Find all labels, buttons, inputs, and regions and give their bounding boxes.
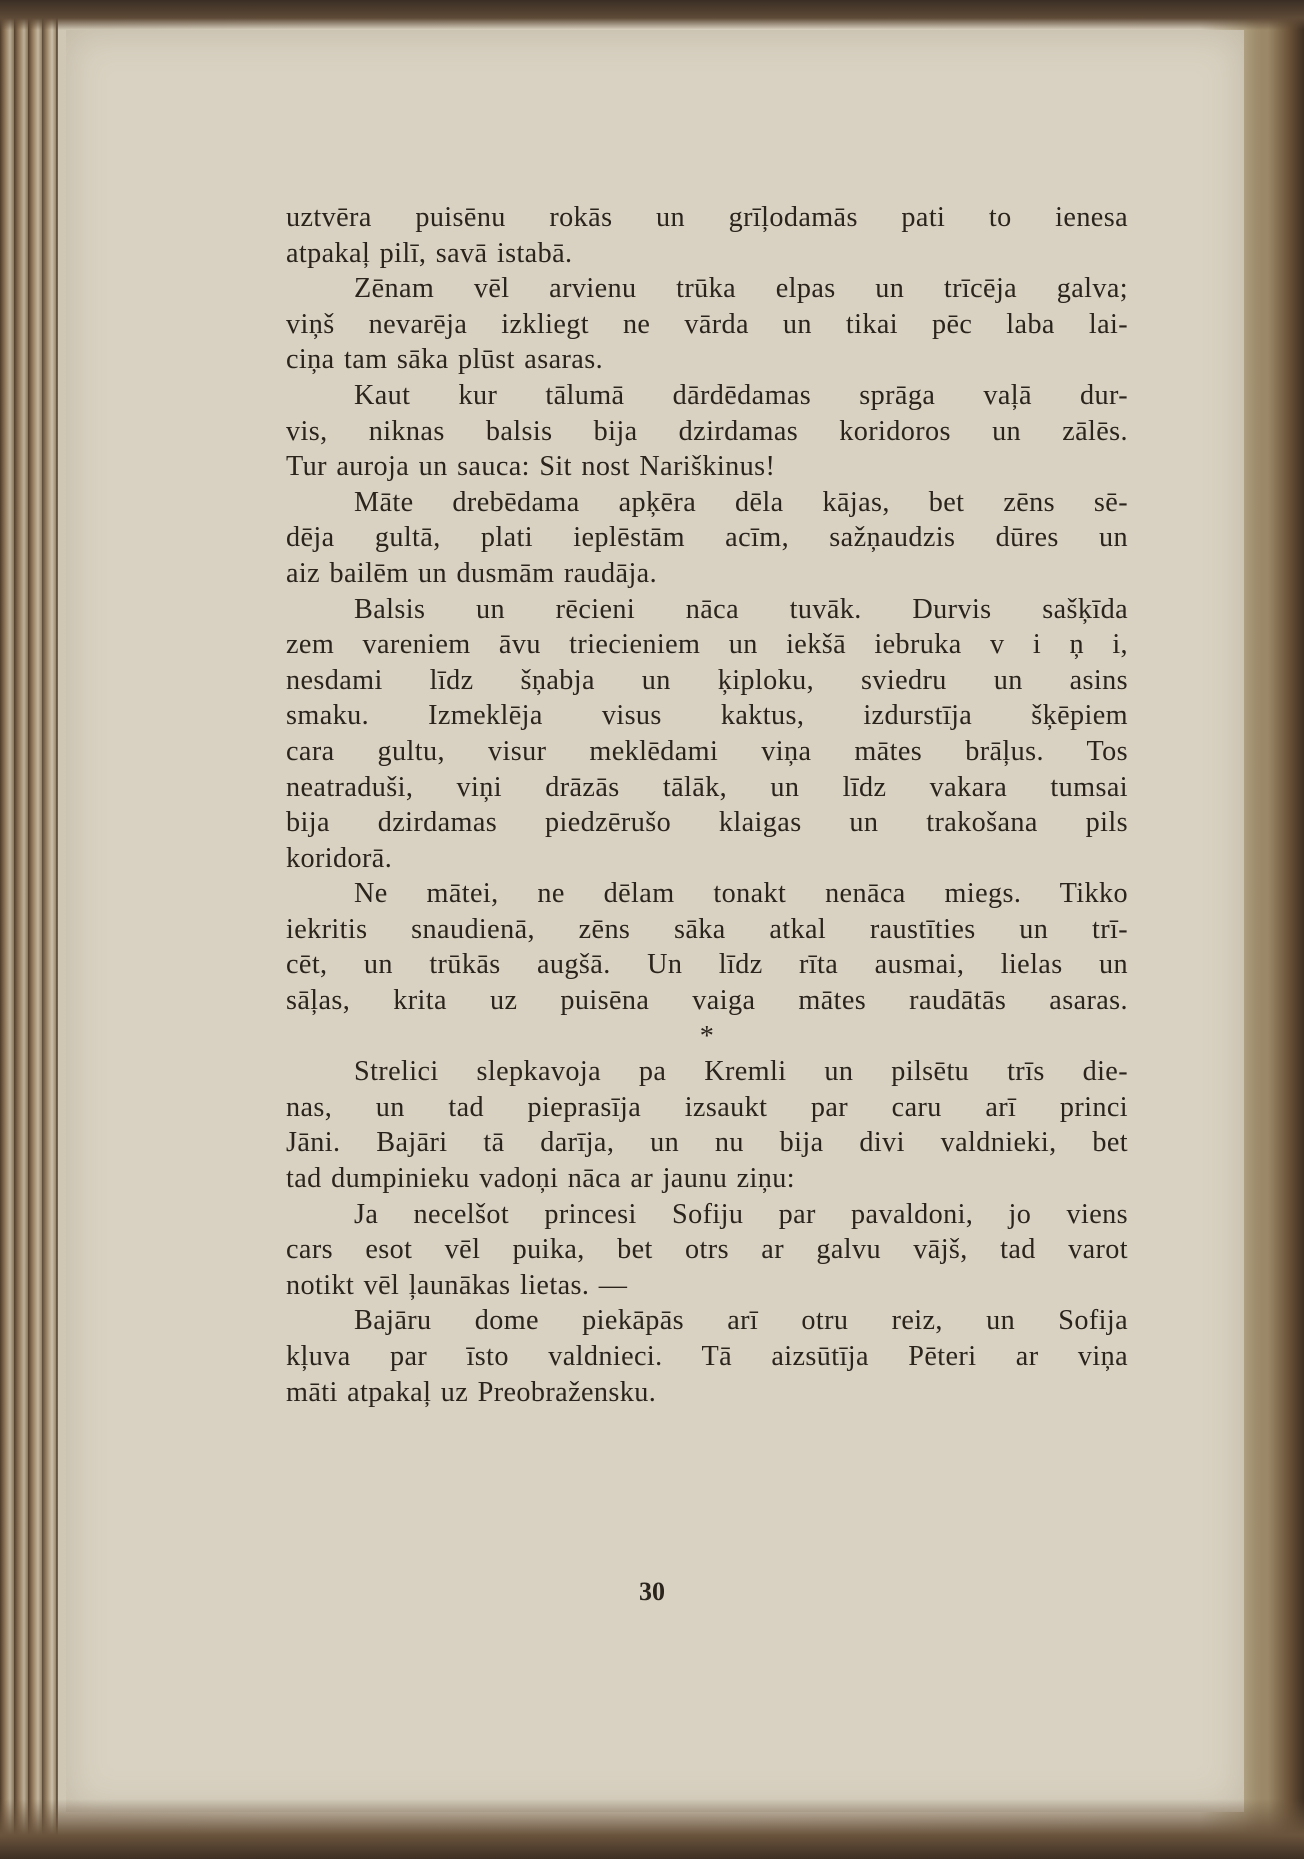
text-line: Strelici slepkavoja pa Kremli un pilsētu trīs die- — [354, 1056, 1128, 1088]
text-line: viņš nevarēja izkliegt ne vārda un tikai pēc laba lai- — [286, 308, 1128, 340]
text-line: sāļas, krita uz puisēna vaiga mātes raudātās asaras. — [286, 985, 1128, 1017]
text-line: smaku. Izmeklēja visus kaktus, izdurstīja šķēpiem — [286, 700, 1128, 732]
text-line: nas, un tad pieprasīja izsaukt par caru arī princi — [286, 1091, 1128, 1123]
text-line: zem vareniem āvu triecieniem un iekšā iebruka v i ņ i, — [286, 629, 1128, 661]
text-line: kļuva par īsto valdnieci. Tā aizsūtīja Pēteri ar viņa — [286, 1341, 1128, 1372]
text-line: Bajāru dome piekāpās arī otru reiz, un Sofija — [354, 1305, 1128, 1337]
text-line: cara gultu, visur meklēdami viņa mātes brāļus. Tos — [286, 735, 1128, 767]
text-line: tad dumpinieku vadoņi nāca ar jaunu ziņu: — [286, 1163, 796, 1195]
text-line: nesdami līdz šņabja un ķiploku, sviedru un asins — [286, 664, 1128, 696]
text-line: Kaut kur tālumā dārdēdamas sprāga vaļā dur- — [354, 379, 1128, 411]
text-line: dēja gultā, plati ieplēstām acīm, sažņaudzis dūres un — [286, 522, 1128, 554]
text-line: Balsis un rēcieni nāca tuvāk. Durvis sašķīda — [354, 593, 1128, 625]
text-line: Ja necelšot princesi Sofiju par pavaldoni, jo viens — [354, 1198, 1128, 1230]
text-line: aiz bailēm un dusmām raudāja. — [286, 557, 658, 589]
text-line: māti atpakaļ uz Preobražensku. — [286, 1376, 657, 1408]
text-line: Ne mātei, ne dēlam tonakt nenāca miegs. Tikko — [354, 878, 1128, 910]
page-text — [286, 200, 1128, 1410]
text-line: vis, niknas balsis bija dzirdamas koridoros un zālēs. — [286, 415, 1128, 447]
section-separator: * — [699, 1020, 715, 1052]
text-line: atpakaļ pilī, savā istabā. — [286, 237, 573, 269]
text-line: Tur auroja un sauca: Sit nost Nariškinus! — [286, 451, 776, 483]
text-line: bija dzirdamas piedzērušo klaigas un trakošana pils — [286, 807, 1128, 839]
page-edge-bottom — [0, 1799, 1304, 1859]
text-line: Zēnam vēl arvienu trūka elpas un trīcēja galva; — [354, 273, 1128, 305]
page-edge-top — [0, 0, 1304, 30]
text-line: uztvēra puisēnu rokās un grīļodamās pati to ienesa — [286, 202, 1128, 233]
page-number: 30 — [639, 1577, 665, 1606]
text-line: notikt vēl ļaunākas lietas. — — [286, 1269, 628, 1301]
text-line: koridorā. — [286, 842, 393, 874]
text-line: iekritis snaudienā, zēns sāka atkal raustīties un trī- — [286, 913, 1128, 945]
text-line: Jāni. Bajāri tā darīja, un nu bija divi valdnieki, bet — [286, 1127, 1128, 1159]
text-line: Māte drebēdama apķēra dēla kājas, bet zēns sē- — [354, 486, 1128, 518]
text-line: neatraduši, viņi drāzās tālāk, un līdz vakara tumsai — [286, 771, 1128, 803]
text-line: ciņa tam sāka plūst asaras. — [286, 344, 604, 376]
text-line: cars esot vēl puika, bet otrs ar galvu vājš, tad varot — [286, 1234, 1128, 1266]
text-line: cēt, un trūkās augšā. Un līdz rīta ausmai, lielas un — [286, 949, 1128, 981]
